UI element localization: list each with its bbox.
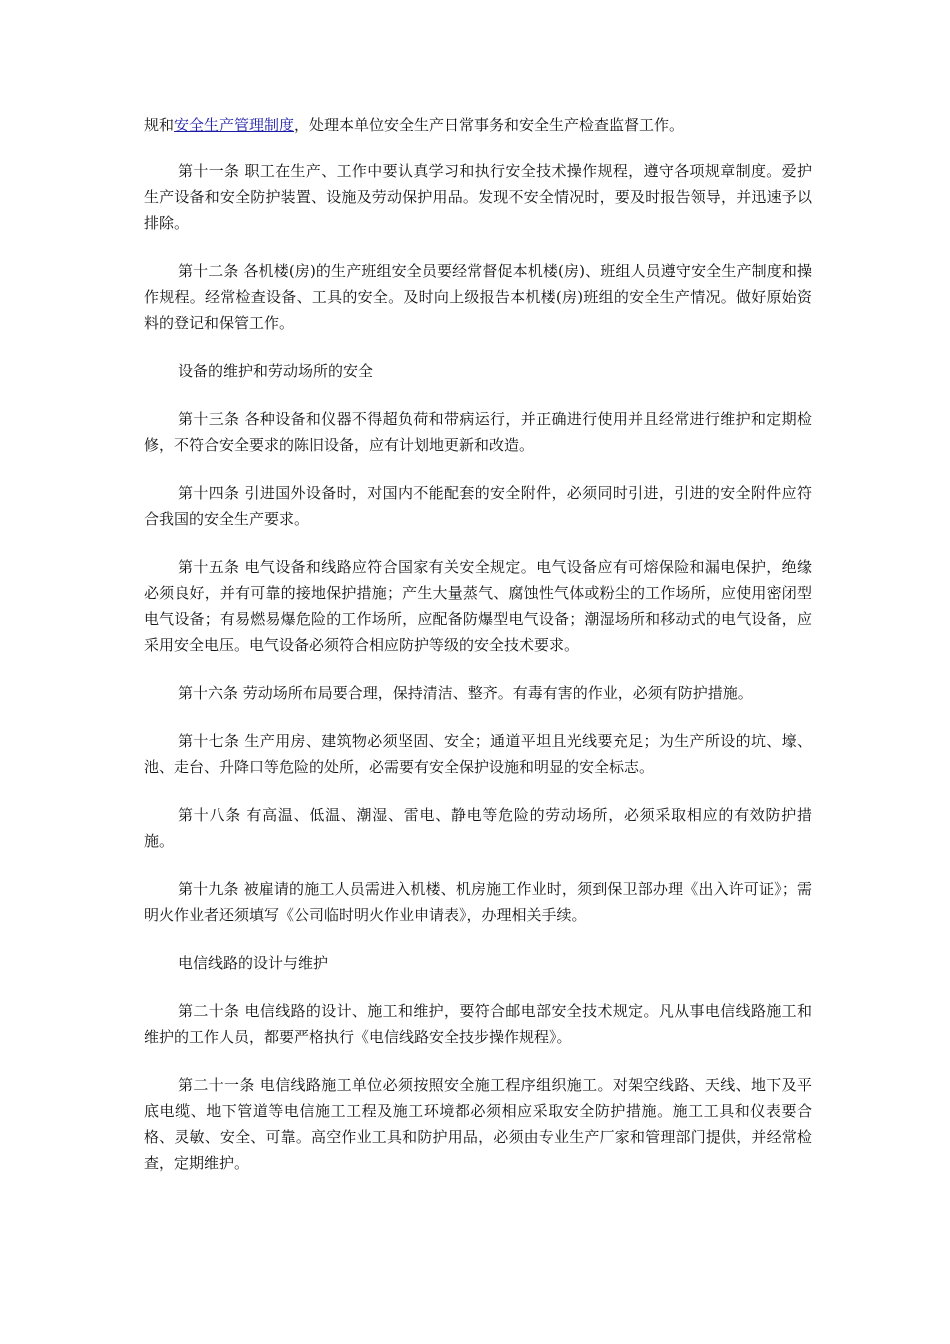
article-19: 第十九条 被雇请的施工人员需进入机楼、机房施工作业时，须到保卫部办理《出入许可证》；需明火作业者还须填写《公司临时明火作业申请表》，办理相关手续。 — [144, 880, 812, 924]
article-12: 第十二条 各机楼(房)的生产班组安全员要经常督促本机楼(房)、班组人员遵守安全生产制度和操作规程。经常检查设备、工具的安全。及时向上级报告本机楼(房)班组的安全生产情况。做好原始资料的登记和保管工作。 — [144, 262, 812, 332]
intro-suffix: ，处理本单位安全生产日常事务和安全生产检查监督工作。 — [294, 116, 685, 134]
article-21: 第二十一条 电信线路施工单位必须按照安全施工程序组织施工。对架空线路、天线、地下及平底电缆、地下管道等电信施工工程及施工环境都必须相应采取安全防护措施。施工工具和仪表要合格、灵敏、安全、可靠。高空作业工具和防护用品，必须由专业生产厂家和管理部门提供，并经常检查，定期维护。 — [144, 1076, 812, 1172]
intro-paragraph — [144, 112, 812, 138]
article-16: 第十六条 劳动场所布局要合理，保持清洁、整齐。有毒有害的作业，必须有防护措施。 — [178, 684, 753, 702]
article-15: 第十五条 电气设备和线路应符合国家有关安全规定。电气设备应有可熔保险和漏电保护，绝缘必须良好，并有可靠的接地保护措施；产生大量蒸气、腐蚀性气体或粉尘的工作场所，应使用密闭型电气设备；有易燃易爆危险的工作场所，应配备防爆型电气设备；潮湿场所和移动式的电气设备，应采用安全电压。电气设备必须符合相应防护等级的安全技术要求。 — [144, 558, 812, 654]
article-13: 第十三条 各种设备和仪器不得超负荷和带病运行，并正确进行使用并且经常进行维护和定期检修，不符合安全要求的陈旧设备，应有计划地更新和改造。 — [144, 410, 812, 454]
article-17: 第十七条 生产用房、建筑物必须坚固、安全；通道平坦且光线要充足；为生产所设的坑、壕、池、走台、升降口等危险的处所，必需要有安全保护设施和明显的安全标志。 — [144, 732, 812, 776]
document-page — [144, 112, 812, 1198]
article-11: 第十一条 职工在生产、工作中要认真学习和执行安全技术操作规程，遵守各项规章制度。爱护生产设备和安全防护装置、设施及劳动保护用品。发现不安全情况时，要及时报告领导，并迅速予以排除。 — [144, 162, 812, 232]
intro-prefix: 规和 — [144, 116, 175, 134]
article-20: 第二十条 电信线路的设计、施工和维护，要符合邮电部安全技术规定。凡从事电信线路施工和维护的工作人员，都要严格执行《电信线路安全技步操作规程》。 — [144, 1002, 812, 1046]
section-heading-equipment: 设备的维护和劳动场所的安全 — [178, 362, 374, 380]
safety-management-link[interactable]: 安全生产管理制度 — [174, 116, 295, 134]
section-heading-telecom-lines: 电信线路的设计与维护 — [178, 954, 329, 972]
article-14: 第十四条 引进国外设备时，对国内不能配套的安全附件，必须同时引进，引进的安全附件应符合我国的安全生产要求。 — [144, 484, 812, 528]
article-18: 第十八条 有高温、低温、潮湿、雷电、静电等危险的劳动场所，必须采取相应的有效防护措施。 — [144, 806, 812, 850]
